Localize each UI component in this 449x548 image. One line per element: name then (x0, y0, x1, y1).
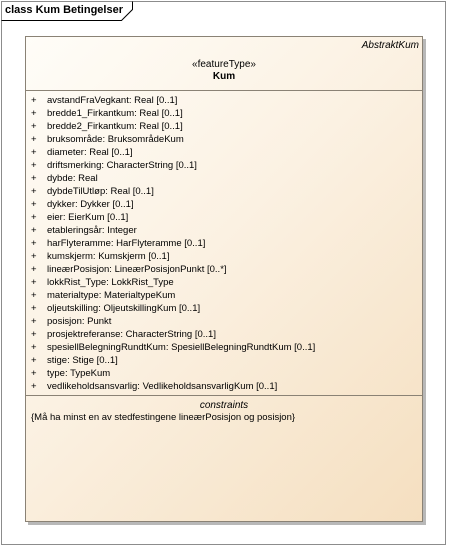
attribute-row[interactable] (26, 380, 422, 393)
attribute-row[interactable] (26, 172, 422, 185)
attribute-visibility: + (31, 355, 37, 366)
attribute-visibility: + (31, 264, 37, 275)
attribute-text: spesiellBelegningRundtKum: SpesiellBelegningRundtKum [0..1] (47, 342, 316, 353)
attribute-text: bruksområde: BruksområdeKum (47, 134, 184, 145)
attribute-visibility: + (31, 212, 37, 223)
class-stereotype: «featureType» (192, 59, 256, 70)
attribute-visibility: + (31, 251, 37, 262)
attribute-row[interactable] (26, 328, 422, 341)
attribute-text: harFlyteramme: HarFlyteramme [0..1] (47, 238, 206, 249)
attribute-row[interactable] (26, 341, 422, 354)
attribute-row[interactable] (26, 198, 422, 211)
attribute-visibility: + (31, 186, 37, 197)
attribute-visibility: + (31, 342, 37, 353)
attribute-row[interactable] (26, 263, 422, 276)
attribute-row[interactable] (26, 354, 422, 367)
attribute-text: dykker: Dykker [0..1] (47, 199, 134, 210)
attribute-visibility: + (31, 199, 37, 210)
attribute-text: eier: EierKum [0..1] (47, 212, 129, 223)
attribute-text: dybdeTilUtløp: Real [0..1] (47, 186, 154, 197)
frame-title-tab (1, 1, 132, 20)
attribute-text: dybde: Real (47, 173, 98, 184)
attribute-text: oljeutskilling: OljeutskillingKum [0..1] (47, 303, 201, 314)
class-kum[interactable] (25, 36, 423, 522)
attribute-visibility: + (31, 147, 37, 158)
attribute-row[interactable] (26, 289, 422, 302)
attribute-row[interactable] (26, 250, 422, 263)
attribute-compartment-divider (26, 395, 422, 396)
attribute-visibility: + (31, 290, 37, 301)
name-compartment-divider (26, 90, 422, 91)
constraints-title: constraints (199, 400, 249, 411)
frame-title: class Kum Betingelser (5, 4, 123, 16)
attribute-visibility: + (31, 225, 37, 236)
attribute-visibility: + (31, 134, 37, 145)
attribute-row[interactable] (26, 185, 422, 198)
attribute-visibility: + (31, 316, 37, 327)
attribute-visibility: + (31, 160, 37, 171)
attribute-visibility: + (31, 95, 37, 106)
attribute-text: posisjon: Punkt (47, 316, 112, 327)
attribute-visibility: + (31, 381, 37, 392)
attribute-visibility: + (31, 108, 37, 119)
attribute-row[interactable] (26, 120, 422, 133)
attribute-text: avstandFraVegkant: Real [0..1] (47, 95, 178, 106)
attribute-text: bredde1_Firkantkum: Real [0..1] (47, 108, 183, 119)
attribute-text: diameter: Real [0..1] (47, 147, 133, 158)
attribute-visibility: + (31, 238, 37, 249)
attribute-row[interactable] (26, 315, 422, 328)
attribute-row[interactable] (26, 276, 422, 289)
attribute-row[interactable] (26, 94, 422, 107)
attribute-visibility: + (31, 277, 37, 288)
attribute-visibility: + (31, 303, 37, 314)
attribute-text: kumskjerm: Kumskjerm [0..1] (47, 251, 170, 262)
attribute-row[interactable] (26, 224, 422, 237)
attribute-compartment (26, 94, 422, 393)
attribute-row[interactable] (26, 237, 422, 250)
attribute-row[interactable] (26, 146, 422, 159)
attribute-row[interactable] (26, 133, 422, 146)
attribute-visibility: + (31, 368, 37, 379)
class-name: Kum (212, 71, 236, 82)
attribute-text: driftsmerking: CharacterString [0..1] (47, 160, 197, 171)
attribute-text: bredde2_Firkantkum: Real [0..1] (47, 121, 183, 132)
attribute-text: vedlikeholdsansvarlig: VedlikeholdsansvarligKum [0..1] (47, 381, 278, 392)
attribute-text: lineærPosisjon: LineærPosisjonPunkt [0..*] (47, 264, 227, 275)
attribute-row[interactable] (26, 159, 422, 172)
attribute-text: type: TypeKum (47, 368, 111, 379)
attribute-visibility: + (31, 173, 37, 184)
attribute-row[interactable] (26, 302, 422, 315)
attribute-visibility: + (31, 121, 37, 132)
attribute-text: stige: Stige [0..1] (47, 355, 118, 366)
attribute-row[interactable] (26, 367, 422, 380)
attribute-text: etableringsår: Integer (47, 225, 137, 236)
attribute-row[interactable] (26, 107, 422, 120)
abstract-superclass-label: AbstraktKum (361, 40, 419, 51)
attribute-row[interactable] (26, 211, 422, 224)
attribute-visibility: + (31, 329, 37, 340)
attribute-text: lokkRist_Type: LokkRist_Type (47, 277, 174, 288)
constraint-text: {Må ha minst en av stedfestingene lineærPosisjon og posisjon} (31, 412, 296, 423)
attribute-text: prosjektreferanse: CharacterString [0..1] (47, 329, 216, 340)
attribute-text: materialtype: MaterialtypeKum (47, 290, 176, 301)
